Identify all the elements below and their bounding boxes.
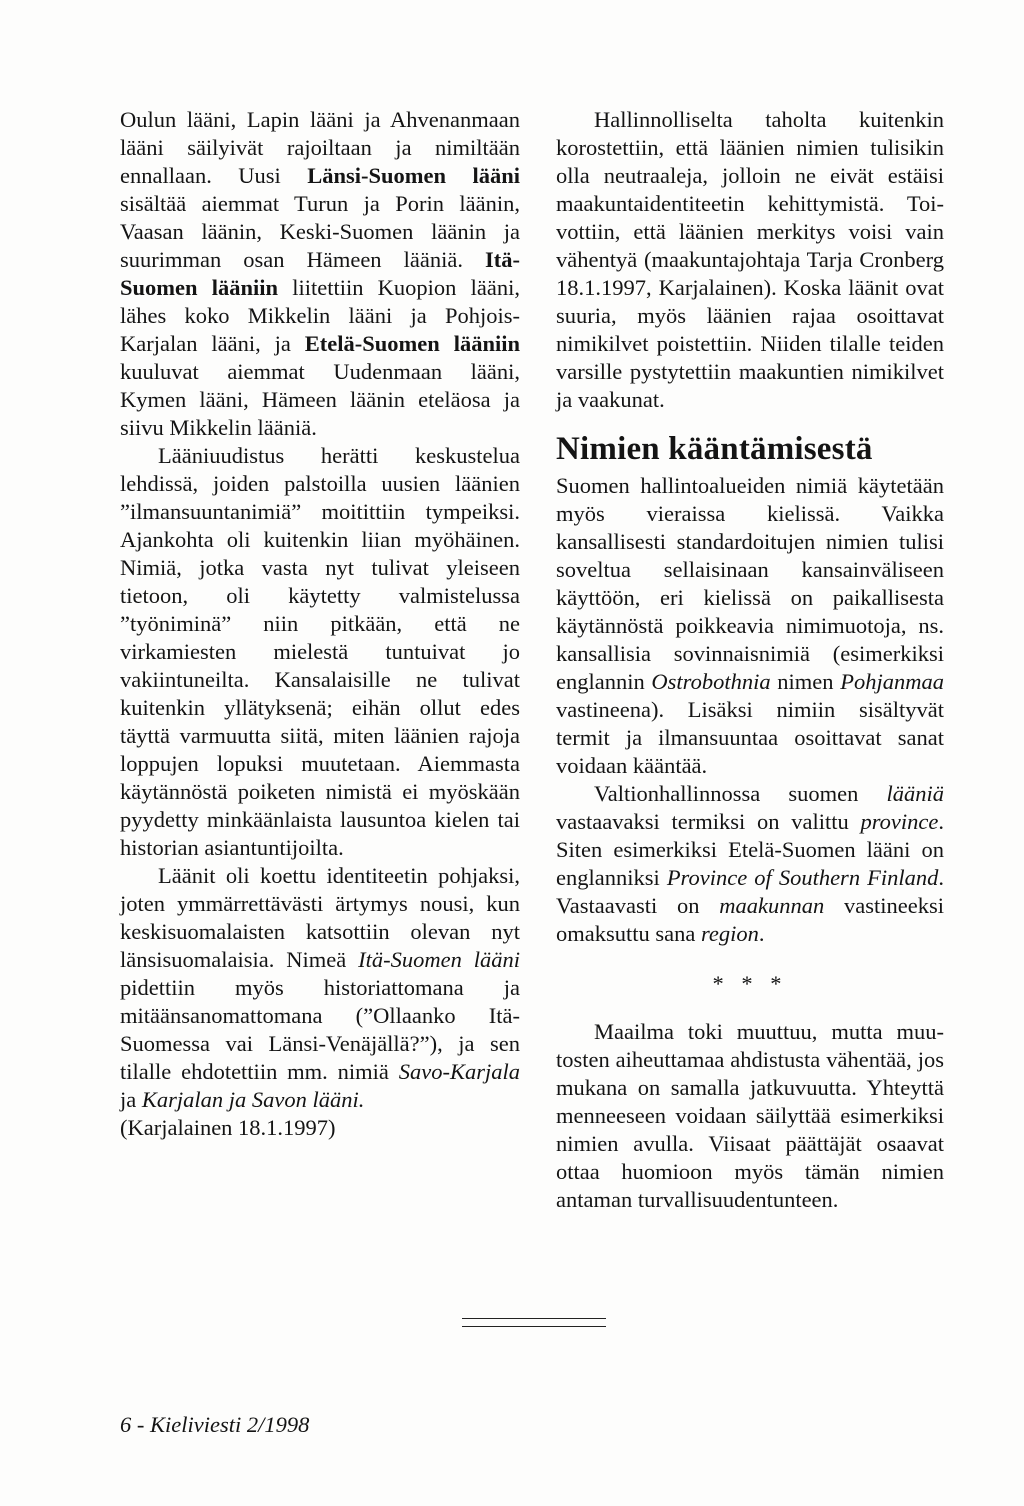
italic-term: Savo-Karjala	[398, 1059, 520, 1084]
left-paragraph-3	[120, 862, 520, 1114]
text-run: pidettiin myös historiattomana ja mitäänsanomattomana (”Ollaanko Itä-Suomessa vai Länsi-Venäjällä?”), ja sen tilalle ehdotettiin mm. nimiä	[120, 975, 520, 1084]
left-column	[120, 106, 520, 1142]
left-paragraph-1	[120, 106, 520, 442]
citation: (Karjalainen 18.1.1997)	[120, 1115, 336, 1140]
text-run: .	[758, 921, 765, 946]
italic-term: Itä-Suomen lääni	[358, 947, 520, 972]
italic-term: Pohjanmaa	[840, 669, 944, 694]
text-run: liitettiin Kuopion lääni, lähes koko Mikkelin lääni ja Pohjois-Karjalan lääni, ja	[120, 275, 520, 356]
end-rule-bottom	[462, 1326, 606, 1327]
text-run: Oulun lääni, Lapin lääni ja Ahvenanmaan lääni säilyivät rajoiltaan ja nimiltään ennallaan. Uusi	[120, 107, 520, 188]
text-run: nimen	[770, 669, 841, 694]
italic-term: maakunnan	[719, 893, 825, 918]
left-paragraph-2: Lääniuudistus herätti keskustelua lehdissä, joiden palstoilla uusien läänien ”ilmansuuntanimiä” moitittiin tympeiksi. Ajankohta oli kuitenkin liian myöhäinen. Nimiä, jotka vasta nyt tulivat yleiseen tietoon, oli käytetty valmistelussa ”työniminä” niin pitkään, että ne virkamiesten mielestä tuntuivat jo vakiintuneilta. Kansalaisille ne tulivat kuitenkin yllätyksenä; eihän ollut edes täyttä varmuutta siitä, miten läänien rajoja loppujen lopuksi muutetaan. Aiemmasta käytännöstä poiketen nimistä ei myöskään pyydetty minkäänlaista lausuntoa kielen tai historian asiantuntijoilta.	[120, 443, 520, 860]
text-run: Läänit oli koettu identiteetin pohjaksi, joten ymmärrettävästi ärtymys nousi, kun keskisuomalaisten katsottiin olevan nyt länsisuomalaisia. Nimeä	[120, 863, 520, 972]
section-heading: Nimien kääntämisestä	[556, 431, 873, 467]
italic-term: Province of Southern Finland	[666, 865, 939, 890]
text-run: . Vastaavasti on	[556, 865, 945, 918]
right-paragraph-2	[556, 472, 944, 780]
italic-term: Karjalan ja Savon lääni.	[141, 1087, 365, 1112]
text-run: Suomen hallintoalueiden nimiä käytetään myös vieraissa kielissä. Vaikka kansallisesti standardoitujen nimien tulisi soveltua sellaisinaan kansainväliseen käyttöön, eri kielissä on paikallisesta käytännöstä poikkeavia nimimuotoja, ns. kansallisia sovinnaisnimiä (esimerkiksi englannin	[556, 473, 944, 694]
end-rule-top	[462, 1318, 606, 1319]
bold-term-etela-suomen-laaniin: Etelä-Suomen lääniin	[304, 331, 520, 356]
text-run: Valtionhallinnossa suomen	[594, 781, 887, 806]
italic-term: Ostrobothnia	[651, 669, 771, 694]
right-paragraph-1: Hallinnolliselta taholta kuitenkin korostettiin, että läänien nimien tulisikin olla neutraaleja, jolloin ne eivät estäisi maakuntaidentiteetin kehittymistä. Toivottiin, että läänien merkitys voisi vain vähentyä (maakuntajohtaja Tarja Cronberg 18.1.1997, Karjalainen). Koska läänit ovat suuria, myös läänien rajaa osoittavat nimikilvet poistettiin. Niiden tilalle teiden varsille pystytettiin maakuntien nimikilvet ja vaakunat.	[556, 107, 944, 412]
text-run: vastaavaksi termiksi on valittu	[556, 809, 861, 834]
text-run: sisältää aiemmat Turun ja Porin läänin, Vaasan läänin, Keski-Suomen läänin ja suurimman osan Hämeen lääniä.	[120, 191, 520, 272]
right-paragraph-3	[556, 780, 944, 948]
right-column	[556, 106, 944, 1214]
bold-term-lansi-suomen-laani: Länsi-Suomen lääni	[307, 163, 520, 188]
text-run: vastineena). Lisäksi nimiin sisältyvät termit ja ilmansuuntaa osoittavat sanat voidaan kääntää.	[556, 697, 944, 778]
bold-term-ita-suomen-laaniin: Itä-Suomen lääniin	[120, 247, 520, 300]
text-run: kuuluvat aiemmat Uudenmaan lääni, Kymen lääni, Hämeen läänin eteläosa ja siivu Mikkelin lääniä.	[120, 359, 520, 440]
italic-term: province	[860, 809, 939, 834]
text-run: ja	[120, 1087, 142, 1112]
text-run: . Siten esimerkiksi Etelä-Suomen lääni on englanniksi	[556, 809, 944, 890]
text-run: vastineeksi omaksuttu sana	[556, 893, 944, 946]
section-separator: * * *	[712, 971, 788, 996]
italic-term: region	[700, 921, 759, 946]
italic-term: lääniä	[886, 781, 944, 806]
right-paragraph-4: Maailma toki muuttuu, mutta muutosten aiheuttamaa ahdistusta vähentää, jos mukana on samalla jatkuvuutta. Yhteyttä menneeseen voidaan säilyttää esimerkiksi nimien avulla. Viisaat päättäjät osaavat ottaa huomioon myös tämän nimien antaman turvallisuudentunteen.	[556, 1019, 944, 1212]
page-footer: 6 - Kieliviesti 2/1998	[120, 1412, 310, 1437]
